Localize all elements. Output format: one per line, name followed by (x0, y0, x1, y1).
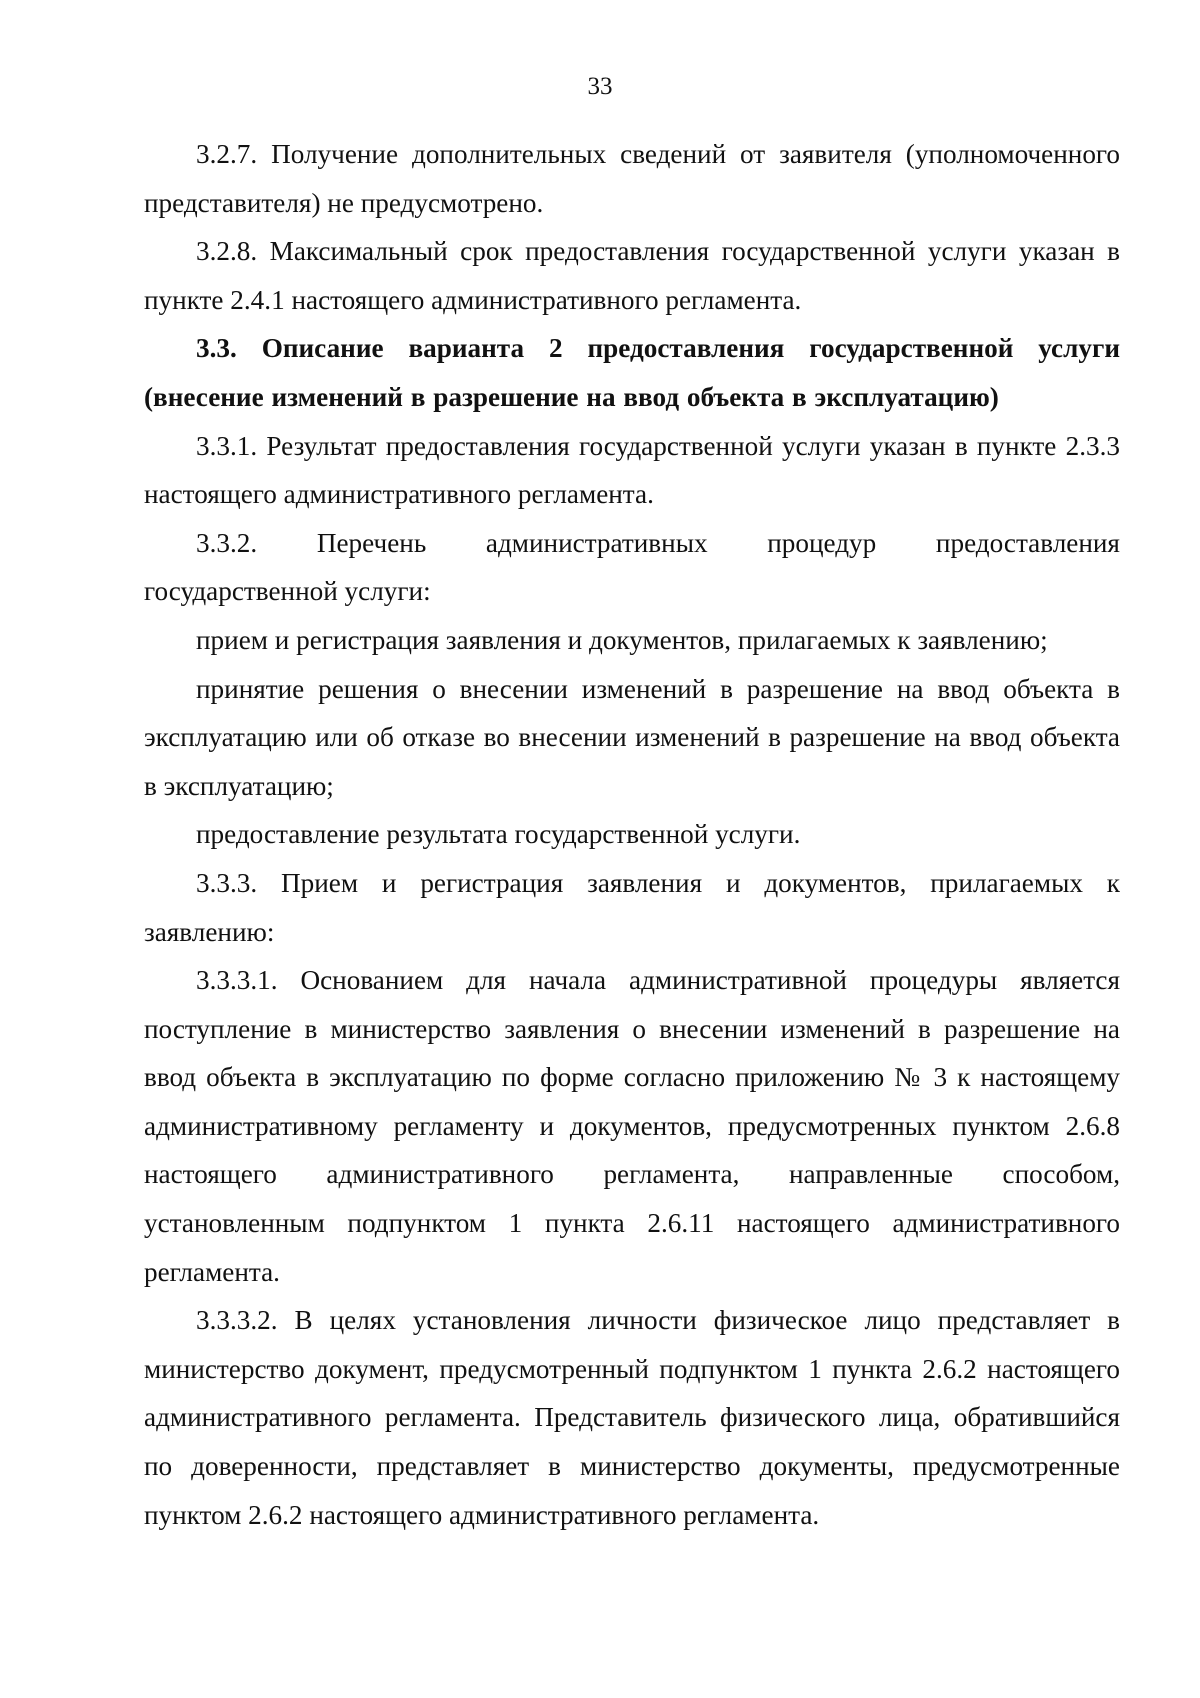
paragraph-3-3-1: 3.3.1. Результат предоставления государственной услуги указан в пункте 2.3.3 настоящего административного регламента. (144, 430, 1120, 510)
paragraph-3-3-2-continuation: государственной услуги: (144, 576, 431, 607)
paragraph-3-2-7: 3.2.7. Получение дополнительных сведений от заявителя (уполномоченного представителя) не предусмотрено. (144, 139, 1120, 218)
document-body (144, 130, 1120, 1539)
list-item-reception: прием и регистрация заявления и документов, прилагаемых к заявлению; (196, 624, 1048, 655)
paragraph-3-3-3-2: 3.3.3.2. В целях установления личности физическое лицо представляет в министерство документ, предусмотренный подпунктом 1 пункта 2.6.2 настоящего административного регламента. Представитель физического лица, обратившийся по доверенности, представляет в министерство документы, предусмотренные пунктом 2.6.2 настоящего административного регламента. (144, 1305, 1120, 1530)
paragraph-3-3-3: 3.3.3. Прием и регистрация заявления и документов, прилагаемых к заявлению: (144, 867, 1120, 947)
paragraph-3-3-2-line (144, 519, 1120, 568)
page-number: 33 (587, 73, 613, 100)
paragraph-3-3-2-word: процедур (767, 527, 877, 558)
paragraph-3-3-2-word: предоставления (935, 527, 1120, 558)
paragraph-3-3-2-word: Перечень (316, 527, 427, 558)
paragraph-3-3-2-word: административных (485, 527, 708, 558)
paragraph-3-3-3-1: 3.3.3.1. Основанием для начала административной процедуры является поступление в министерство заявления о внесении изменений в разрешение на ввод объекта в эксплуатацию по форме согласно приложению № 3 к настоящему административному регламенту и документов, предусмотренных пунктом 2.6.8 настоящего административного регламента, направленные способом, установленным подпунктом 1 пункта 2.6.11 настоящего административного регламента. (144, 965, 1120, 1287)
list-item-result: предоставление результата государственной услуги. (196, 819, 801, 850)
list-item-decision: принятие решения о внесении изменений в разрешение на ввод объекта в эксплуатацию или об отказе во внесении изменений в разрешение на ввод объекта в эксплуатацию; (144, 673, 1120, 801)
paragraph-3-3-2-word: 3.3.2. (196, 527, 258, 558)
section-heading-3-3: 3.3. Описание варианта 2 предоставления государственной услуги (внесение изменений в разрешение на ввод объекта в эксплуатацию) (144, 333, 1120, 412)
paragraph-3-2-8: 3.2.8. Максимальный срок предоставления государственной услуги указан в пункте 2.4.1 настоящего административного регламента. (144, 236, 1120, 315)
